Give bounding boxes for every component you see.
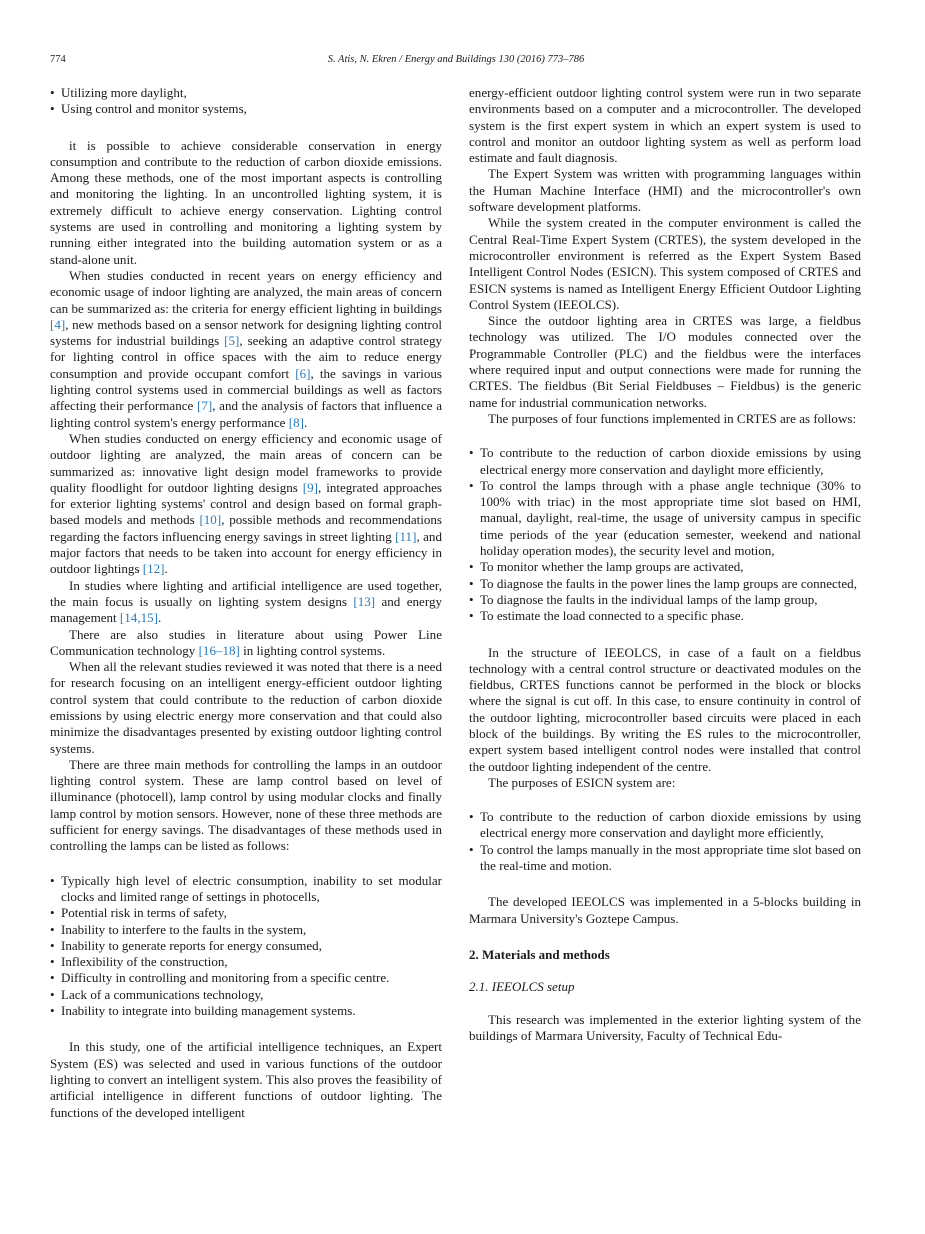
list-item: • To diagnose the faults in the power lines the lamp groups are connected,: [469, 576, 861, 592]
bullet-list: [50, 873, 442, 1020]
citation-link[interactable]: [5]: [224, 333, 240, 349]
bullet-list: [50, 85, 442, 118]
list-item: • Inability to interfere to the faults in the system,: [50, 922, 442, 938]
citation-link[interactable]: [7]: [197, 398, 213, 414]
citation-link[interactable]: [16–18]: [198, 642, 240, 658]
list-item: • Using control and monitor systems,: [50, 101, 442, 117]
paragraph: While the system created in the computer environment is called the Central Real-Time Expert System (CRTES), the system developed in the microcontroller environment is referred as the Expert System Based Intelligent Control Nodes (ESICN). This system composed of CRTES and ESICN systems is named as Intelligent Energy Efficient Outdoor Lighting Control System (IEEOLCS).: [469, 215, 861, 312]
paragraph: The developed IEEOLCS was implemented in a 5-blocks building in Marmara University's Goztepe Campus.: [469, 894, 861, 926]
list-item: • To diagnose the faults in the individual lamps of the lamp group,: [469, 592, 861, 608]
list-item: • Utilizing more daylight,: [50, 85, 442, 101]
list-item: • To control the lamps manually in the most appropriate time slot based on the real-time and motion.: [469, 842, 861, 875]
paragraph: In this study, one of the artificial intelligence techniques, an Expert System (ES) was selected and used in various functions of the outdoor lighting to convert an intelligent system. This also proves the feasibility of artificial intelligence in different functions of outdoor lighting. The functions of the developed intelligent: [50, 1039, 442, 1120]
citation-link[interactable]: [13]: [353, 593, 376, 609]
paragraph: When studies conducted in recent years on energy efficiency and economic usage of indoor lighting are analyzed, the main areas of concern can be summarized as: the criteria for energy efficient lighting in buildings [4], new methods based on a sensor network for designing lighting control systems for industrial buildings [5], seeking an adaptive control strategy for lighting control in office spaces with the aim to reduce energy consumption and provide occupant comfort [6], the savings in various lighting control systems used in commercial buildings as well as factors affecting their performance [7], and the analysis of factors that influence a lighting control system's energy performance [8].: [50, 267, 442, 430]
list-item: • Inability to generate reports for energy consumed,: [50, 938, 442, 954]
citation-link[interactable]: [11]: [395, 528, 417, 544]
paragraph: The purposes of ESICN system are:: [488, 774, 676, 790]
paragraph: In the structure of IEEOLCS, in case of a fault on a fieldbus technology with a central control structure or deactivated modules on the fieldbus, CRTES functions cannot be performed in the block or blocks where the signal is cut off. In this case, to ensure continuity in control of the outdoor lighting, microcontroller based circuits were placed in each block of the buildings. By writing the ES rules to the microcontroller, expert system based intelligent control nodes were installed that control the outdoor lighting independent of the centre.: [469, 644, 861, 774]
bullet-list: [469, 809, 861, 874]
list-item: • To contribute to the reduction of carbon dioxide emissions by using electrical energy more conservation and daylight more efficiently,: [469, 809, 861, 842]
paragraph: This research was implemented in the exterior lighting system of the buildings of Marmara University, Faculty of Technical Edu-: [469, 1011, 861, 1043]
paragraph: There are three main methods for controlling the lamps in an outdoor lighting control system. These are lamp control based on level of illuminance (photocell), lamp control by using modular clocks and finally lamp control by motion sensors. However, none of these three methods are sufficient for energy savings. The disadvantages of these methods used in controlling the lamps can be listed as follows:: [50, 756, 442, 854]
paragraph: The Expert System was written with programming languages within the Human Machine Interface (HMI) and the microcontroller's own software development platforms.: [469, 166, 861, 215]
paragraph: The purposes of four functions implemented in CRTES are as follows:: [488, 410, 857, 426]
citation-link[interactable]: [4]: [50, 316, 66, 332]
paragraph: it is possible to achieve considerable conservation in energy consumption and contribute to the reduction of carbon dioxide emissions. Among these methods, one of the most important aspects is controlling and monitoring the lighting. In an uncontrolled lighting system, it is extremely difficult to achieve energy conservation. Lighting control systems are used in controlling and monitoring a lighting system by running either integrated into the building automation system or as a stand-alone unit.: [50, 137, 442, 267]
list-item: • Inflexibility of the construction,: [50, 954, 442, 970]
paragraph: Since the outdoor lighting area in CRTES was large, a fieldbus technology was utilized. The I/O modules connected over the Programmable Controller (PLC) and the fieldbus were the interfaces where required input and output connections were made for running the CRTES. The fieldbus (Bit Serial Fieldbuses – Fieldbus) is the generic name for industrial communication networks.: [469, 313, 861, 410]
paragraph: energy-efficient outdoor lighting control system were run in two separate environments based on a computer and a microcontroller. The developed system is the first expert system in which an expert system is used to control and monitor an outdoor lighting system as well as perform load estimate and fault diagnosis.: [469, 85, 861, 166]
citation-link[interactable]: [10]: [199, 512, 222, 528]
section-heading: 2. Materials and methods: [469, 946, 610, 962]
list-item: • To monitor whether the lamp groups are activated,: [469, 559, 861, 575]
page-header: [50, 54, 862, 72]
running-title: S. Atis, N. Ekren / Energy and Buildings 130 (2016) 773–786: [327, 54, 585, 65]
bullet-list: [469, 445, 861, 624]
right-column: [469, 85, 861, 1044]
paragraph: When all the relevant studies reviewed it was noted that there is a need for research focusing on an intelligent energy-efficient outdoor lighting control system that could contribute to the reduction of carbon dioxide emissions by using electric energy more conservation and that could also minimize the disadvantages presented by existing outdoor lighting control systems.: [50, 659, 442, 756]
citation-link[interactable]: [8]: [288, 414, 304, 430]
citation-link[interactable]: [12]: [142, 561, 165, 577]
citation-link[interactable]: [9]: [302, 479, 319, 495]
list-item: • Lack of a communications technology,: [50, 987, 442, 1003]
paragraph: When studies conducted on energy efficiency and economic usage of outdoor lighting are analyzed, the main areas of concern can be summarized as: innovative light design model frameworks to provide quality floodlight for outdoor lighting designs [9], integrated approaches for exterior lighting systems' control and design based on formal graph-based models and methods [10], possible methods and recommendations regarding the factors influencing energy savings in street lighting [11], and major factors that needs to be taken into account for energy efficiency in outdoor lightings [12].: [50, 430, 442, 577]
citation-link[interactable]: [14,15]: [119, 610, 158, 626]
paragraph: There are also studies in literature about using Power Line Communication technology [16–18] in lighting control systems.: [50, 626, 442, 658]
list-item: • Potential risk in terms of safety,: [50, 905, 442, 921]
subsection-heading: 2.1. IEEOLCS setup: [469, 979, 575, 995]
list-item: • To estimate the load connected to a specific phase.: [469, 608, 861, 624]
list-item: • To control the lamps through with a phase angle technique (30% to 100% with triac) in the most appropriate time slot based on HMI, manual, daylight, real-time, the usage of university campus in specific time periods of the year (education semester, weekend and national holiday operation modes), the security level and motion,: [469, 478, 861, 559]
list-item: • To contribute to the reduction of carbon dioxide emissions by using electrical energy more conservation and daylight more efficiently,: [469, 445, 861, 478]
page-number: 774: [50, 54, 66, 65]
paragraph: In studies where lighting and artificial intelligence are used together, the main focus is usually on lighting system designs [13] and energy management [14,15].: [50, 577, 442, 626]
left-column: [50, 85, 442, 1121]
list-item: • Inability to integrate into building management systems.: [50, 1003, 442, 1019]
citation-link[interactable]: [6]: [295, 365, 311, 381]
list-item: • Difficulty in controlling and monitoring from a specific centre.: [50, 970, 442, 986]
list-item: • Typically high level of electric consumption, inability to set modular clocks and limited range of settings in photocells,: [50, 873, 442, 906]
